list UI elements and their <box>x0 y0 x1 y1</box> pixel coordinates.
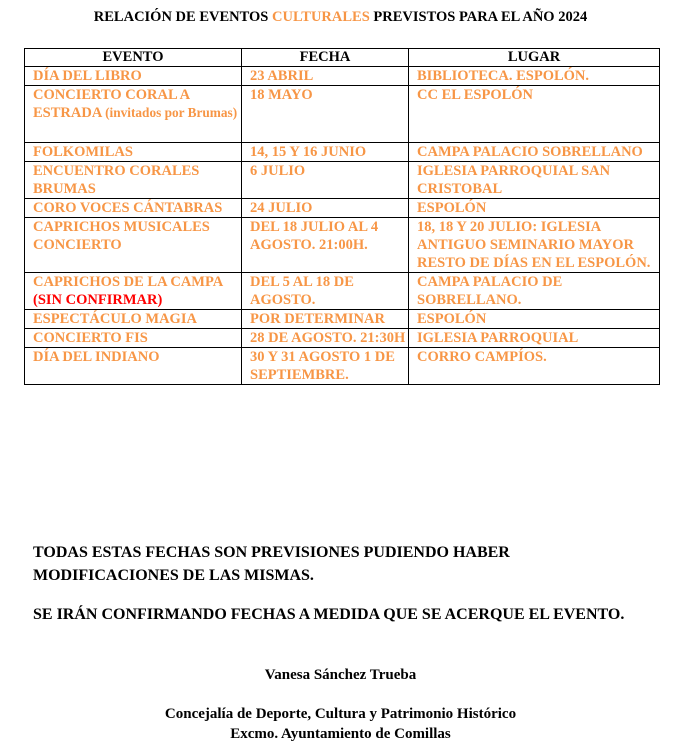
cell-lugar: ESPOLÓN <box>409 310 660 329</box>
header-fecha: FECHA <box>242 49 409 67</box>
signature-department: Concejalía de Deporte, Cultura y Patrimonio Histórico <box>164 706 517 722</box>
document-title <box>0 9 681 26</box>
cell-fecha: 14, 15 Y 16 JUNIO <box>242 143 409 162</box>
lugar-line-2: RESTO DE DÍAS EN EL ESPOLÓN. <box>417 255 651 271</box>
cell-fecha: 23 ABRIL <box>242 67 409 86</box>
cell-evento: CAPRICHOS MUSICALES CONCIERTO <box>25 218 242 273</box>
signature-name: Vanesa Sánchez Trueba <box>264 667 417 683</box>
header-evento: EVENTO <box>25 49 242 67</box>
cell-evento: ESPECTÁCULO MAGIA <box>25 310 242 329</box>
unconfirmed-warning: (SIN CONFIRMAR) <box>33 292 163 308</box>
cell-fecha: 30 Y 31 AGOSTO 1 DE SEPTIEMBRE. <box>242 348 409 385</box>
cell-evento: DÍA DEL LIBRO <box>25 67 242 86</box>
note-confirmacion: SE IRÁN CONFIRMANDO FECHAS A MEDIDA QUE SE ACERQUE EL EVENTO. <box>33 606 625 623</box>
cell-evento: ENCUENTRO CORALES BRUMAS <box>25 162 242 199</box>
cell-fecha: 18 MAYO <box>242 86 409 143</box>
header-lugar: LUGAR <box>409 49 660 67</box>
evento-text: CAPRICHOS DE LA CAMPA <box>33 274 223 290</box>
cell-lugar: IGLESIA PARROQUIAL SAN CRISTOBAL <box>409 162 660 199</box>
lugar-line-1: 18, 18 Y 20 JULIO: IGLESIA ANTIGUO SEMINARIO MAYOR <box>417 219 634 253</box>
table-row <box>25 162 660 199</box>
note-previsiones: TODAS ESTAS FECHAS SON PREVISIONES PUDIENDO HABER MODIFICACIONES DE LAS MISMAS. <box>33 544 510 584</box>
table-header-row <box>25 49 660 67</box>
signature-organization: Excmo. Ayuntamiento de Comillas <box>230 726 451 742</box>
table-row <box>25 218 660 273</box>
table-row <box>25 86 660 143</box>
cell-fecha: 24 JULIO <box>242 199 409 218</box>
table-row <box>25 310 660 329</box>
events-table <box>24 48 660 385</box>
cell-evento <box>25 273 242 310</box>
cell-fecha: DEL 5 AL 18 DE AGOSTO. <box>242 273 409 310</box>
table-row <box>25 67 660 86</box>
title-accent: CULTURALES <box>272 9 370 25</box>
table-row <box>25 329 660 348</box>
table-row <box>25 348 660 385</box>
cell-fecha: 28 DE AGOSTO. 21:30H <box>242 329 409 348</box>
table-row <box>25 143 660 162</box>
cell-lugar: IGLESIA PARROQUIAL <box>409 329 660 348</box>
cell-lugar: CORRO CAMPÍOS. <box>409 348 660 385</box>
cell-fecha: 6 JULIO <box>242 162 409 199</box>
evento-text: CONCIERTO CORAL A ESTRADA <box>33 87 190 121</box>
cell-fecha: POR DETERMINAR <box>242 310 409 329</box>
cell-lugar <box>409 218 660 273</box>
cell-evento: FOLKOMILAS <box>25 143 242 162</box>
cell-evento <box>25 86 242 143</box>
cell-lugar: ESPOLÓN <box>409 199 660 218</box>
cell-evento: DÍA DEL INDIANO <box>25 348 242 385</box>
table-row <box>25 199 660 218</box>
cell-evento: CONCIERTO FIS <box>25 329 242 348</box>
cell-evento: CORO VOCES CÁNTABRAS <box>25 199 242 218</box>
cell-lugar: CAMPA PALACIO SOBRELLANO <box>409 143 660 162</box>
title-text-end: PREVISTOS PARA EL AÑO 2024 <box>369 9 588 25</box>
cell-lugar: CC EL ESPOLÓN <box>409 86 660 143</box>
cell-lugar: CAMPA PALACIO DE SOBRELLANO. <box>409 273 660 310</box>
evento-note: (invitados por Brumas) <box>105 105 238 120</box>
table-row <box>25 273 660 310</box>
title-text: RELACIÓN DE EVENTOS <box>93 9 272 25</box>
cell-fecha: DEL 18 JULIO AL 4 AGOSTO. 21:00H. <box>242 218 409 273</box>
cell-lugar: BIBLIOTECA. ESPOLÓN. <box>409 67 660 86</box>
